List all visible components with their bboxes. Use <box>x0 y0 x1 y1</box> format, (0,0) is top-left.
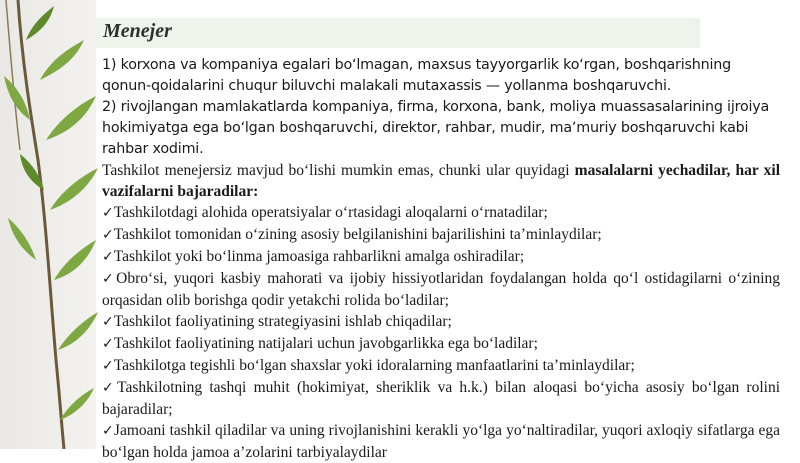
list-item-text: Tashkilot tomonidan o‘zining asosiy belgilanishini bajarilishini ta’minlaydilar; <box>113 226 602 243</box>
intro-paragraph <box>102 160 780 202</box>
checkmark-icon: ✓ <box>102 336 114 352</box>
intro-bold-text: masalalarni yechadilar, har xil vazifalarni bajaradilar: <box>102 162 780 200</box>
list-item <box>102 355 780 377</box>
list-item-text: Tashkilotning tashqi muhit (hokimiyat, sheriklik va h.k.) bilan aloqasi bo‘yicha asosiy bo‘lgan rolini bajaradilar; <box>102 379 780 418</box>
list-item <box>102 377 780 420</box>
list-item-text: Tashkilot faoliyatining strategiyasini ishlab chiqadilar; <box>113 313 452 330</box>
checkmark-icon: ✓ <box>102 314 114 330</box>
list-item <box>102 224 780 246</box>
list-item-text: Jamoani tashkil qiladilar va uning rivojlanishini kerakli yo‘lga yo‘naltiradilar, yuqori axloqiy sifatlarga ega bo‘lgan holda jamoa a’zolarini tarbiyalaydilar <box>102 422 781 461</box>
list-item-text: Tashkilot yoki bo‘linma jamoasiga rahbarlikni amalga oshiradilar; <box>113 248 525 265</box>
list-item <box>102 202 780 224</box>
list-item <box>102 420 780 463</box>
slide-body <box>102 55 780 463</box>
checkmark-icon: ✓ <box>102 205 114 221</box>
checkmark-icon: ✓ <box>102 358 114 374</box>
checkmark-icon: ✓ <box>102 423 114 439</box>
checkmark-icon: ✓ <box>102 227 114 243</box>
duties-list <box>102 202 780 463</box>
list-item-text: Obro‘si, yuqori kasbiy mahorati va ijobiy hissiyotlaridan foydalangan holda qo‘l ostidagilarni o‘zining orqasidan olib borishga qodir yetakchi rolida bo‘ladilar; <box>102 270 780 309</box>
definition-1: 1) korxona va kompaniya egalari boʻlmagan, maxsus tayyorgarlik koʻrgan, boshqarishning qonun-qoidalarini chuqur biluvchi malakali mutaxassis — yollanma boshqaruvchi. <box>102 57 731 94</box>
list-item <box>102 268 780 311</box>
list-item <box>102 246 780 268</box>
intro-text: Tashkilot menejersiz mavjud bo‘lishi mumkin emas, chunki ular quyidagi <box>102 162 575 179</box>
checkmark-icon: ✓ <box>102 249 114 265</box>
vine-decoration-icon <box>0 0 100 449</box>
list-item-text: Tashkilot faoliyatining natijalari uchun javobgarlikka ega bo‘ladilar; <box>113 335 538 352</box>
title-band <box>96 18 700 48</box>
checkmark-icon: ✓ <box>102 271 117 287</box>
page-title: Menejer <box>103 20 172 42</box>
definition-2: 2) rivojlangan mamlakatlarda kompaniya, firma, korxona, bank, moliya muassasalarining ijroiya hokimiyatga ega boʻlgan boshqaruvchi, direktor, rahbar, mudir, maʼmuriy boshqaruvchi kabi rahbar xodimi. <box>102 99 770 157</box>
list-item <box>102 333 780 355</box>
list-item <box>102 311 780 333</box>
checkmark-icon: ✓ <box>102 380 118 396</box>
list-item-text: Tashkilotdagi alohida operatsiyalar o‘rtasidagi aloqalarni o‘rnatadilar; <box>113 204 548 221</box>
list-item-text: Tashkilotga tegishli bo‘lgan shaxslar yoki idoralarning manfaatlarini ta’minlaydilar; <box>113 357 635 374</box>
